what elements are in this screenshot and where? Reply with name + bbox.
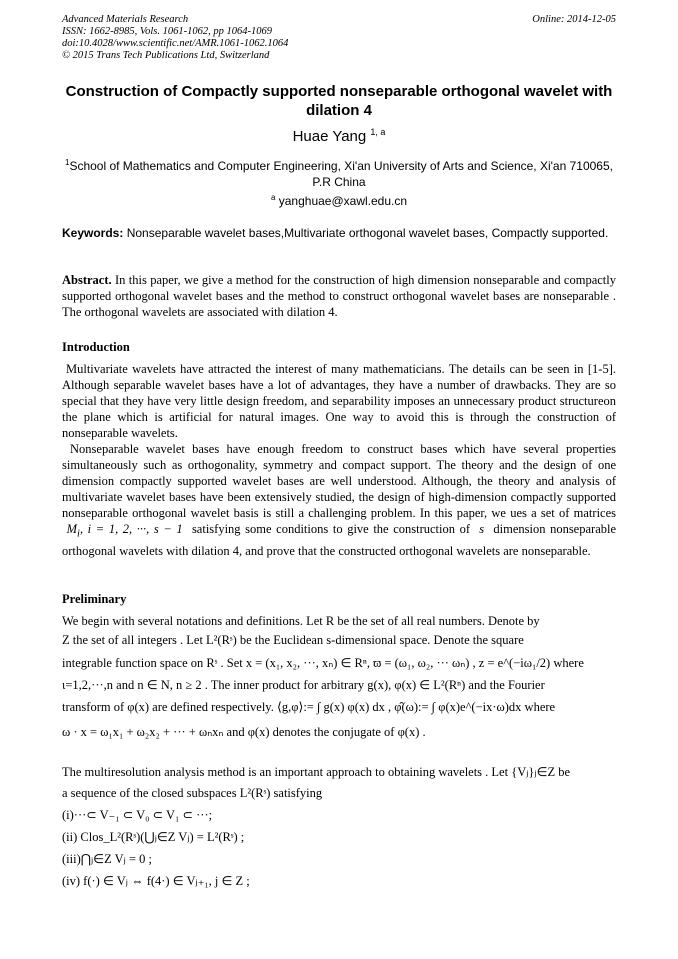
condition-i: (i)···⊂ V₋₁ ⊂ V₀ ⊂ V₁ ⊂ ···; [62, 808, 213, 822]
preliminary-line-4: ι=1,2,···,n and n ∈ N, n ≥ 2 . The inner product for arbitrary g(x), φ(x) ∈ L²(Rⁿ) and the Fourier [62, 678, 545, 692]
keywords-label: Keywords: [62, 226, 124, 240]
author-sup: 1, a [370, 127, 386, 137]
matrices-formula: $M_i$, i = 1, 2, ···, s − 1 [62, 522, 188, 540]
author [0, 127, 678, 145]
abstract [62, 272, 616, 320]
keywords [62, 226, 616, 241]
keywords-text: Nonseparable wavelet bases,Multivariate orthogonal wavelet bases, Compactly supported. [126, 226, 609, 240]
introduction-paragraph-2 [62, 441, 616, 559]
introduction-p2c: dimension nonseparable orthogonal wavelets with dilation 4, and prove that the constructed orthogonal wavelets are nonseparable. [62, 522, 617, 558]
email [0, 193, 678, 208]
affiliation-sup: 1 [64, 158, 70, 167]
doi: doi:10.4028/www.scientific.net/AMR.1061-1062.1064 [62, 38, 289, 49]
affiliation [62, 155, 616, 190]
online-date: Online: 2014-12-05 [532, 14, 616, 25]
affiliation-text: School of Mathematics and Computer Engineering, Xi'an University of Arts and Science, Xi'an 710065, P.R China [69, 159, 613, 189]
preliminary-line-7: The multiresolution analysis method is an important approach to obtaining wavelets . Let {Vⱼ}ⱼ∈Z be [62, 765, 571, 779]
preliminary-line-1: We begin with several notations and definitions. Let R be the set of all real numbers. Denote by [62, 614, 540, 628]
abstract-label: Abstract. [62, 273, 112, 287]
paper-title: Construction of Compactly supported nonseparable orthogonal wavelet with dilation 4 [65, 83, 613, 119]
journal-name: Advanced Materials Research [62, 14, 189, 25]
introduction-p2a: Nonseparable wavelet bases have enough freedom to construct bases which have several properties simultaneously such as orthogonality, symmetry and compact support. The theory and the design of one dimension compactly supported wavelet bases are well understood. Although, the theory and analysis of multivariate wavelet bases have been extensively studied, the design of high-dimension compactly supported nonseparable orthogonal wavelet basis is still a challenging problem. In this paper, we ues a set of matrices [62, 442, 616, 520]
preliminary-heading: Preliminary [62, 592, 127, 606]
copyright: © 2015 Trans Tech Publications Ltd, Switzerland [62, 50, 270, 61]
condition-iv: (iv) f(·) ∈ Vⱼ ⇔ f(4·) ∈ Vⱼ₊₁, j ∈ Z ; [62, 874, 250, 888]
preliminary-line-5: transform of φ(x) are defined respectively. ⟨g,φ⟩:= ∫ g(x) φ(x) dx , φ̂(ω):= ∫ φ(x)e^(−ix·ω)dx where [62, 700, 556, 714]
journal-header [62, 14, 616, 62]
abstract-text: In this paper, we give a method for the construction of high dimension nonseparable and compactly supported orthogonal wavelet bases and the method to construct orthogonal wavelet bases are nonseparable . The orthogonal wavelets are associated with dilation 4. [62, 273, 616, 319]
introduction-heading: Introduction [62, 340, 130, 354]
introduction-paragraph-1: Multivariate wavelets have attracted the interest of many mathematicians. The details can be seen in [1-5]. Although separable wavelet bases have a lot of advantages, they have a number of drawbacks. They are so special that they have very little design freedom, and separability imposes an unnecessary product structureon the plane which is artificial for natural images. One way to avoid this is through the construction of nonseparable wavelets. [62, 362, 616, 440]
dimension-s: s [474, 522, 489, 536]
email-sup: a [270, 193, 276, 202]
condition-ii: (ii) Clos_L²(Rˢ)(⋃ⱼ∈Z Vⱼ) = L²(Rˢ) ; [62, 830, 245, 844]
preliminary-line-8: a sequence of the closed subspaces L²(Rˢ) satisfying [62, 786, 323, 800]
email-text[interactable]: yanghuae@xawl.edu.cn [278, 194, 408, 208]
author-name: Huae Yang [292, 128, 367, 145]
condition-iii: (iii)⋂ⱼ∈Z Vⱼ = 0 ; [62, 852, 152, 866]
preliminary-line-2: Z the set of all integers . Let L²(Rˢ) be the Euclidean s-dimensional space. Denote the square [62, 633, 524, 647]
issn: ISSN: 1662-8985, Vols. 1061-1062, pp 1064-1069 [62, 26, 272, 37]
introduction-p2b: satisfying some conditions to give the construction of [191, 522, 471, 536]
preliminary-line-6: ω · x = ω₁x₁ + ω₂x₂ + ··· + ωₙxₙ and φ(x) denotes the conjugate of φ(x) . [62, 725, 426, 739]
preliminary-line-3: integrable function space on Rˢ . Set x = (x₁, x₂, ···, xₙ) ∈ Rⁿ, ϖ = (ω₁, ω₂, ··· ωₙ) , z = e^(−iω₁/2) where [62, 656, 584, 670]
